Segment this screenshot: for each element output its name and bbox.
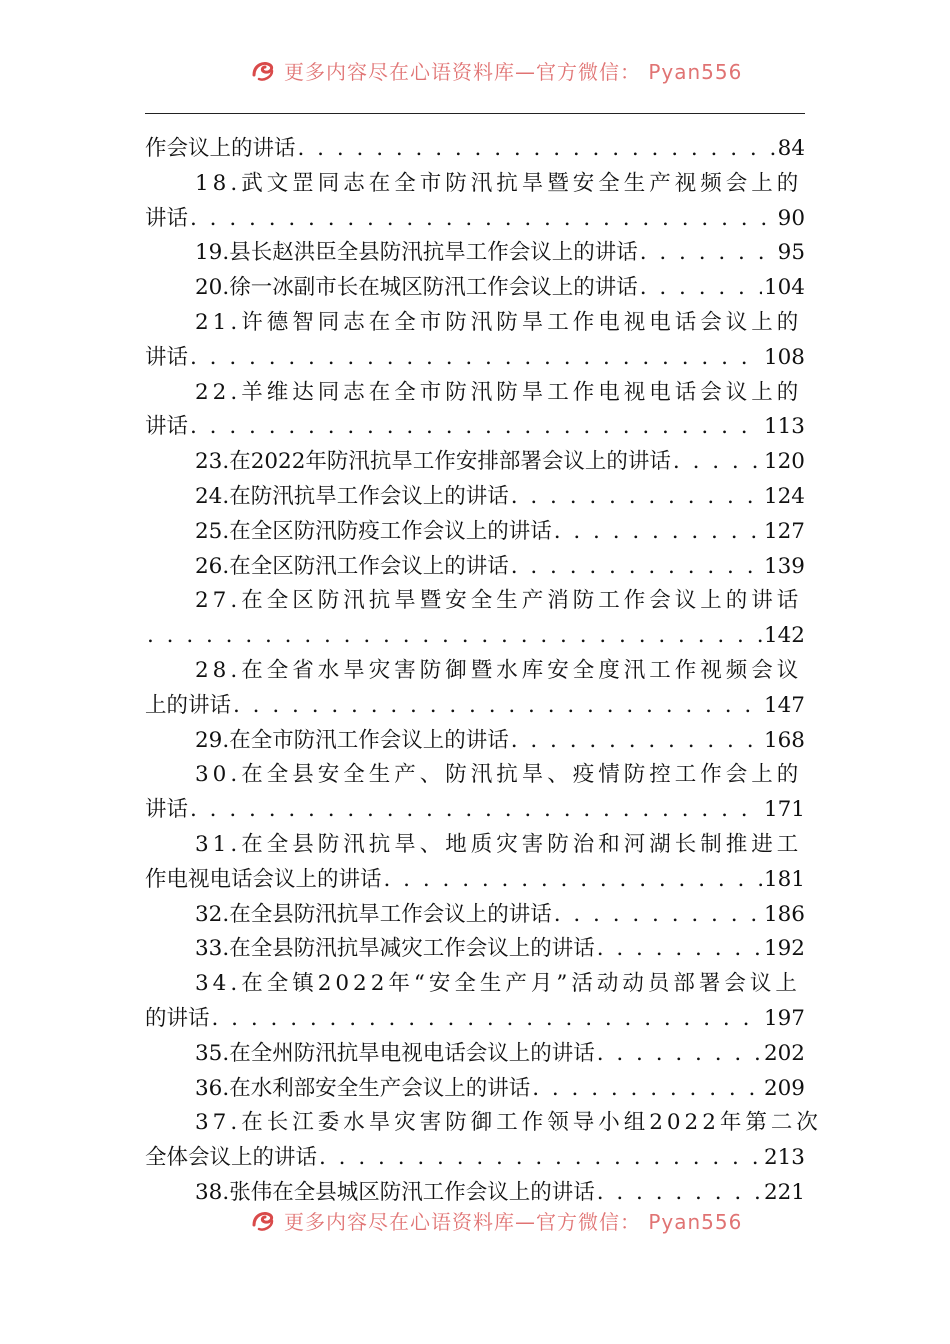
toc-page-number: 90 — [777, 205, 805, 231]
red-swirl-logo-icon — [250, 57, 276, 83]
dot-leader — [147, 619, 762, 654]
toc-page-number: 108 — [763, 344, 805, 370]
dot-leader — [298, 132, 776, 167]
dot-leader — [384, 863, 762, 898]
toc-line[interactable] — [145, 619, 805, 654]
toc-page-number: 104 — [763, 275, 805, 301]
toc-entry-title: 作会议上的讲话 — [145, 136, 296, 161]
toc-entry-title: 21.许德智同志在全市防汛防旱工作电视电话会议上的 — [195, 309, 803, 335]
toc-page-number: 168 — [763, 727, 805, 753]
toc-entry-title: 31.在全县防汛抗旱、地质灾害防治和河湖长制推进工 — [195, 831, 803, 857]
toc-line[interactable] — [145, 515, 805, 550]
toc-page-number: 171 — [763, 797, 805, 823]
toc-entry-title: 全体会议上的讲话 — [145, 1145, 318, 1171]
toc-line[interactable] — [145, 689, 805, 724]
toc-entry-title: 37.在长江委水旱灾害防御工作领导小组2022年第二次 — [195, 1110, 822, 1136]
dot-leader — [233, 689, 762, 724]
dot-leader — [212, 1002, 762, 1037]
dot-leader — [640, 236, 776, 271]
toc-entry-title: 33.在全县防汛抗旱减灾工作会议上的讲话 — [195, 936, 595, 962]
toc-line[interactable] — [145, 828, 805, 863]
toc-page-number: 124 — [763, 483, 805, 509]
dot-leader — [511, 480, 762, 515]
toc-entry-title: 35.在全州防汛抗旱电视电话会议上的讲话 — [195, 1040, 595, 1066]
toc-page-number: 113 — [763, 414, 805, 440]
toc-line[interactable] — [145, 967, 805, 1002]
dot-leader — [511, 724, 762, 759]
toc-page-number: 139 — [763, 553, 805, 579]
toc-entry-title: 23.在2022年防汛抗旱工作安排部署会议上的讲话 — [195, 449, 671, 475]
toc-line[interactable] — [145, 167, 805, 202]
toc-entry-title: 27.在全区防汛抗旱暨安全生产消防工作会议上的讲话 — [195, 588, 803, 614]
dot-leader — [554, 898, 762, 933]
toc-line[interactable] — [145, 932, 805, 967]
table-of-contents — [145, 132, 822, 1211]
toc-line[interactable] — [145, 898, 805, 933]
toc-line[interactable] — [145, 550, 805, 585]
toc-line[interactable] — [145, 758, 805, 793]
footer-banner — [250, 1202, 742, 1238]
dot-leader — [597, 1037, 762, 1072]
toc-entry-title: 36.在水利部安全生产会议上的讲话 — [195, 1075, 531, 1101]
toc-line[interactable] — [145, 793, 805, 828]
toc-page-number: 84 — [777, 136, 805, 161]
toc-entry-title: 22.羊维达同志在全市防汛防旱工作电视电话会议上的 — [195, 379, 803, 405]
toc-entry-title: 讲话 — [145, 797, 189, 823]
toc-page-number: 202 — [763, 1040, 805, 1066]
toc-entry-title: 29.在全市防汛工作会议上的讲话 — [195, 727, 509, 753]
toc-line[interactable] — [145, 1037, 805, 1072]
header-banner-text: 更多内容尽在心语资料库—官方微信： Pyan556 — [284, 59, 743, 84]
toc-entry-title: 20.徐一冰副市长在城区防汛工作会议上的讲话 — [195, 275, 638, 301]
toc-page-number: 186 — [763, 901, 805, 927]
toc-line[interactable] — [145, 654, 805, 689]
dot-leader — [554, 515, 762, 550]
toc-entry-title: 18.武文罡同志在全市防汛抗旱暨安全生产视频会上的 — [195, 170, 803, 196]
toc-page-number: 197 — [763, 1005, 805, 1031]
dot-leader — [511, 550, 762, 585]
toc-line[interactable] — [145, 202, 805, 237]
toc-page-number: 213 — [763, 1145, 805, 1171]
toc-entry-title: 19.县长赵洪臣全县防汛抗旱工作会议上的讲话 — [195, 240, 638, 266]
toc-line[interactable] — [145, 724, 805, 759]
toc-entry-title: 38.张伟在全县城区防汛工作会议上的讲话 — [195, 1179, 595, 1205]
dot-leader — [319, 1141, 762, 1176]
toc-line[interactable] — [145, 132, 805, 167]
red-swirl-logo-icon — [250, 1207, 276, 1233]
dot-leader — [190, 341, 762, 376]
dot-leader — [673, 445, 762, 480]
toc-entry-title: 25.在全区防汛防疫工作会议上的讲话 — [195, 518, 552, 544]
toc-page-number: 147 — [763, 692, 805, 718]
dot-leader — [190, 202, 776, 237]
toc-entry-title: 作电视电话会议上的讲话 — [145, 866, 382, 892]
toc-line[interactable] — [145, 1002, 805, 1037]
header-banner — [250, 52, 742, 88]
toc-line[interactable] — [145, 271, 805, 306]
toc-page-number: 120 — [763, 449, 805, 475]
toc-line[interactable] — [145, 1141, 805, 1176]
toc-entry-title: 上的讲话 — [145, 692, 232, 718]
toc-line[interactable] — [145, 236, 805, 271]
toc-entry-title: 讲话 — [145, 344, 189, 370]
toc-page-number: 127 — [763, 518, 805, 544]
toc-page-number: 192 — [763, 936, 805, 962]
toc-page-number: 95 — [777, 240, 805, 266]
toc-line[interactable] — [145, 376, 805, 411]
dot-leader — [190, 410, 762, 445]
header-divider — [145, 113, 805, 114]
dot-leader — [532, 1072, 762, 1107]
dot-leader — [640, 271, 762, 306]
toc-entry-title: 的讲话 — [145, 1005, 210, 1031]
toc-entry-title: 讲话 — [145, 414, 189, 440]
toc-line[interactable] — [145, 445, 805, 480]
dot-leader — [597, 932, 762, 967]
toc-line[interactable] — [145, 480, 805, 515]
toc-entry-title: 26.在全区防汛工作会议上的讲话 — [195, 553, 509, 579]
toc-page-number: 209 — [763, 1075, 805, 1101]
toc-line[interactable] — [145, 1106, 822, 1141]
toc-line[interactable] — [145, 410, 805, 445]
toc-line[interactable] — [145, 863, 805, 898]
toc-line[interactable] — [145, 584, 805, 619]
toc-entry-title: 30.在全县安全生产、防汛抗旱、疫情防控工作会上的 — [195, 762, 803, 788]
toc-page-number: 142 — [763, 623, 805, 649]
footer-banner-text: 更多内容尽在心语资料库—官方微信： Pyan556 — [284, 1209, 743, 1234]
dot-leader — [190, 793, 762, 828]
toc-entry-title: 34.在全镇2022年“安全生产月”活动动员部署会议上 — [195, 971, 801, 997]
toc-entry-title: 28.在全省水旱灾害防御暨水库安全度汛工作视频会议 — [195, 657, 803, 683]
toc-entry-title: 24.在防汛抗旱工作会议上的讲话 — [195, 483, 509, 509]
toc-entry-title: 32.在全县防汛抗旱工作会议上的讲话 — [195, 901, 552, 927]
toc-line[interactable] — [145, 306, 805, 341]
toc-page-number: 181 — [763, 866, 805, 892]
toc-page-number: 221 — [763, 1179, 805, 1205]
toc-line[interactable] — [145, 1072, 805, 1107]
toc-line[interactable] — [145, 341, 805, 376]
toc-entry-title: 讲话 — [145, 205, 189, 231]
